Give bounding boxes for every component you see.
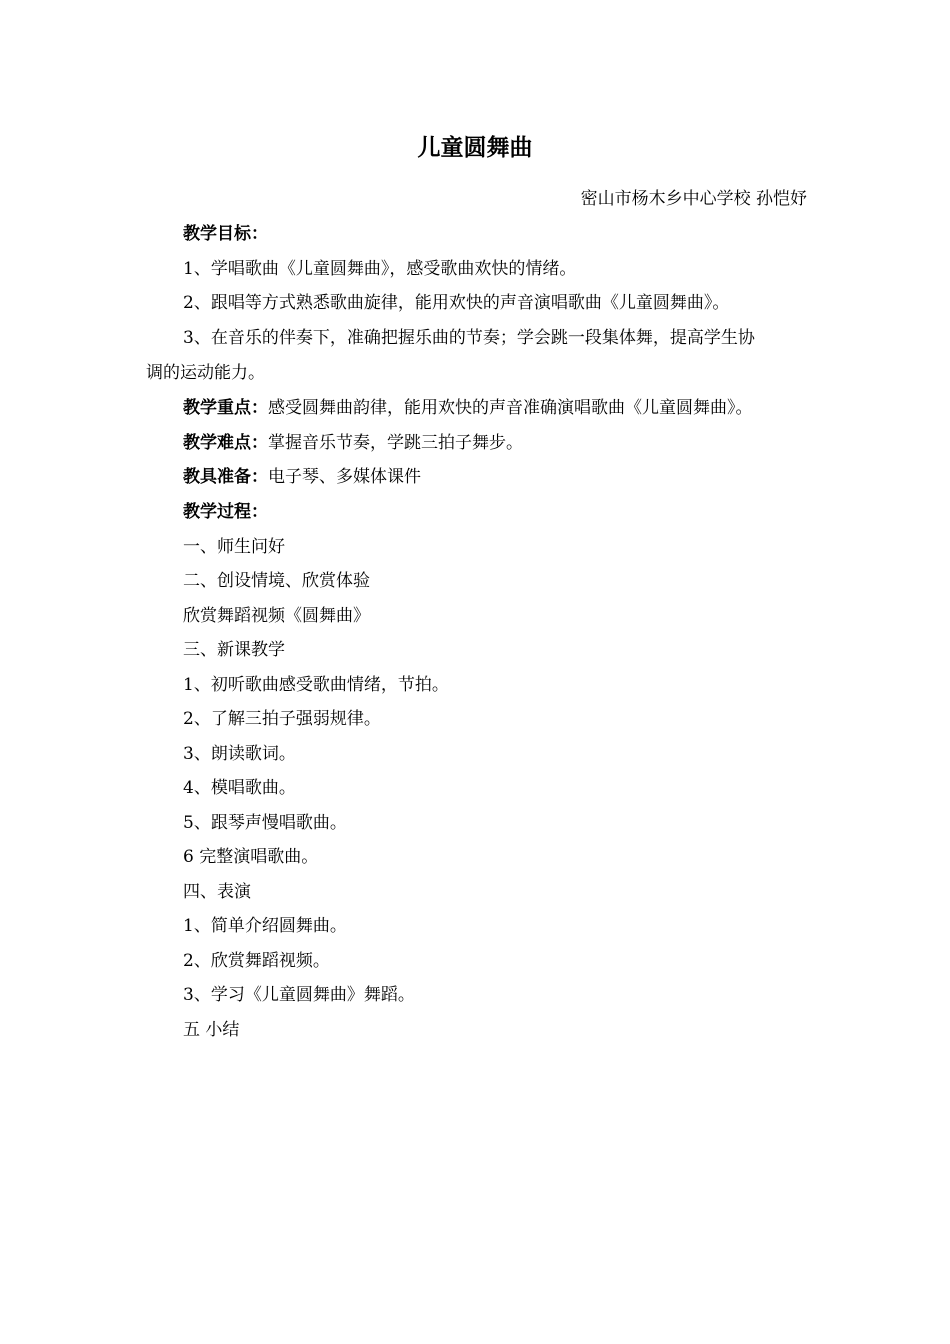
objectives-label: 教学目标： — [183, 224, 268, 244]
difficulty-label: 教学难点： — [183, 433, 268, 453]
author-line: 密山市杨木乡中心学校 孙恺妤 — [580, 189, 807, 209]
key-point-paragraph — [183, 395, 753, 421]
materials-text: 电子琴、多媒体课件 — [268, 467, 421, 487]
process-step: 1、初听歌曲感受歌曲情绪，节拍。 — [183, 675, 449, 695]
process-step: 1、简单介绍圆舞曲。 — [183, 916, 347, 936]
objective-3-line-2: 调的运动能力。 — [146, 363, 265, 383]
process-step: 6 完整演唱歌曲。 — [183, 847, 319, 867]
process-step: 2、了解三拍子强弱规律。 — [183, 709, 381, 729]
process-step: 4、模唱歌曲。 — [183, 778, 296, 798]
objective-2: 2、跟唱等方式熟悉歌曲旋律，能用欢快的声音演唱歌曲《儿童圆舞曲》。 — [183, 293, 730, 313]
objective-3-line-1: 3、在音乐的伴奏下，准确把握乐曲的节奏；学会跳一段集体舞，提高学生协 — [183, 328, 755, 348]
difficulty-paragraph — [183, 430, 523, 456]
materials-paragraph — [183, 464, 421, 490]
process-step: 3、朗读歌词。 — [183, 744, 296, 764]
objective-1: 1、学唱歌曲《儿童圆舞曲》，感受歌曲欢快的情绪。 — [183, 259, 577, 279]
materials-label: 教具准备： — [183, 467, 268, 487]
process-step: 5、跟琴声慢唱歌曲。 — [183, 813, 347, 833]
process-step: 二、创设情境、欣赏体验 — [183, 571, 370, 591]
process-step: 四、表演 — [183, 882, 251, 902]
key-point-label: 教学重点： — [183, 398, 268, 418]
key-point-text: 感受圆舞曲韵律，能用欢快的声音准确演唱歌曲《儿童圆舞曲》。 — [268, 398, 753, 418]
process-label: 教学过程： — [183, 502, 268, 522]
process-step: 3、学习《儿童圆舞曲》舞蹈。 — [183, 985, 415, 1005]
process-step: 2、欣赏舞蹈视频。 — [183, 951, 330, 971]
difficulty-text: 掌握音乐节奏，学跳三拍子舞步。 — [268, 433, 523, 453]
process-step: 一、师生问好 — [183, 537, 285, 557]
process-step: 五 小结 — [183, 1020, 240, 1040]
objectives-heading — [183, 221, 268, 247]
process-step: 三、新课教学 — [183, 640, 285, 660]
process-step: 欣赏舞蹈视频《圆舞曲》 — [183, 606, 370, 626]
process-heading — [183, 499, 268, 525]
document-title: 儿童圆舞曲 — [417, 135, 533, 161]
